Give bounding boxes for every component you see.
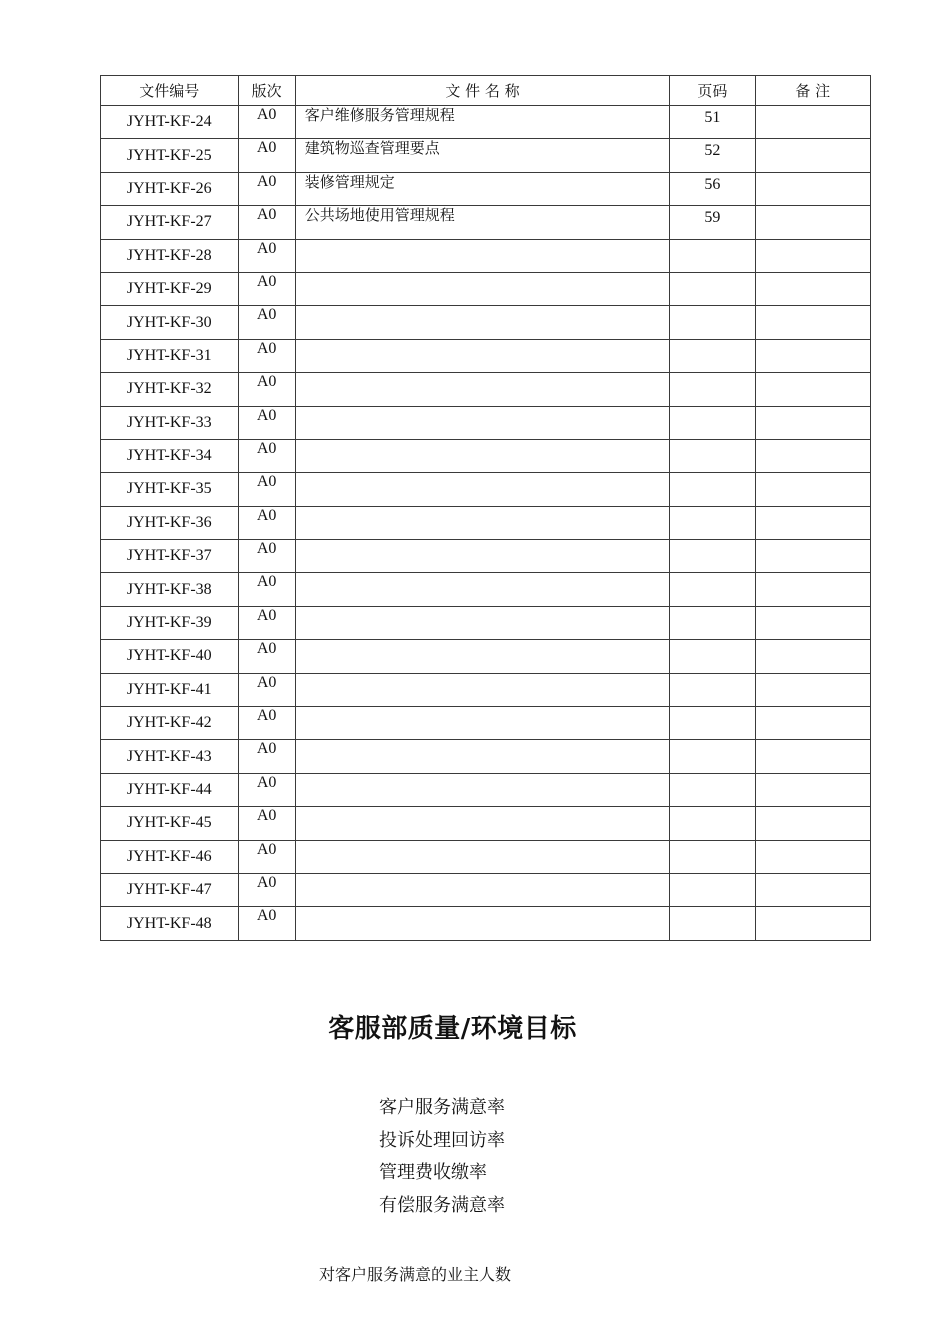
version-cell: A0 bbox=[238, 406, 295, 439]
page-cell bbox=[670, 306, 755, 339]
page-cell bbox=[670, 640, 755, 673]
file-name-cell bbox=[295, 406, 669, 439]
note-cell bbox=[755, 373, 870, 406]
note-cell bbox=[755, 473, 870, 506]
file-name-cell bbox=[295, 339, 669, 372]
file-name-cell bbox=[295, 773, 669, 806]
version-cell: A0 bbox=[238, 172, 295, 205]
file-code-cell: JYHT-KF-28 bbox=[101, 239, 239, 272]
file-code-cell: JYHT-KF-31 bbox=[101, 339, 239, 372]
table-row bbox=[101, 873, 871, 906]
file-code-cell: JYHT-KF-36 bbox=[101, 506, 239, 539]
version-cell: A0 bbox=[238, 373, 295, 406]
file-code-cell: JYHT-KF-37 bbox=[101, 540, 239, 573]
file-code-cell: JYHT-KF-34 bbox=[101, 439, 239, 472]
file-name-cell bbox=[295, 673, 669, 706]
goal-item: 管理费收缴率 bbox=[379, 1162, 487, 1183]
file-name-cell bbox=[295, 707, 669, 740]
note-cell bbox=[755, 707, 870, 740]
version-cell: A0 bbox=[238, 473, 295, 506]
file-code-cell: JYHT-KF-42 bbox=[101, 707, 239, 740]
table-row bbox=[101, 740, 871, 773]
table-row bbox=[101, 206, 871, 239]
note-cell bbox=[755, 773, 870, 806]
version-cell: A0 bbox=[238, 707, 295, 740]
note-cell bbox=[755, 206, 870, 239]
file-name-cell bbox=[295, 873, 669, 906]
version-cell: A0 bbox=[238, 540, 295, 573]
version-cell: A0 bbox=[238, 239, 295, 272]
note-cell bbox=[755, 506, 870, 539]
header-file-name: 文 件 名 称 bbox=[295, 76, 669, 106]
file-name-cell bbox=[295, 373, 669, 406]
file-name-cell bbox=[295, 907, 669, 940]
note-cell bbox=[755, 272, 870, 305]
note-cell bbox=[755, 406, 870, 439]
file-name-cell bbox=[295, 573, 669, 606]
file-name-cell bbox=[295, 473, 669, 506]
note-cell bbox=[755, 873, 870, 906]
note-cell bbox=[755, 106, 870, 139]
note-cell bbox=[755, 640, 870, 673]
page-cell: 56 bbox=[670, 172, 755, 205]
note-cell bbox=[755, 306, 870, 339]
page-cell bbox=[670, 339, 755, 372]
table-row bbox=[101, 406, 871, 439]
version-cell: A0 bbox=[238, 907, 295, 940]
note-cell bbox=[755, 606, 870, 639]
header-file-code: 文件编号 bbox=[101, 76, 239, 106]
file-name-cell: 客户维修服务管理规程 bbox=[295, 106, 669, 139]
table-row bbox=[101, 239, 871, 272]
version-cell: A0 bbox=[238, 206, 295, 239]
page-cell: 52 bbox=[670, 139, 755, 172]
version-cell: A0 bbox=[238, 106, 295, 139]
file-code-cell: JYHT-KF-33 bbox=[101, 406, 239, 439]
file-code-cell: JYHT-KF-38 bbox=[101, 573, 239, 606]
version-cell: A0 bbox=[238, 673, 295, 706]
goal-item: 客户服务满意率 bbox=[379, 1097, 505, 1118]
table-row bbox=[101, 773, 871, 806]
table-header-row bbox=[101, 76, 871, 106]
version-cell: A0 bbox=[238, 840, 295, 873]
version-cell: A0 bbox=[238, 873, 295, 906]
file-code-cell: JYHT-KF-48 bbox=[101, 907, 239, 940]
version-cell: A0 bbox=[238, 439, 295, 472]
version-cell: A0 bbox=[238, 339, 295, 372]
file-code-cell: JYHT-KF-47 bbox=[101, 873, 239, 906]
table-row bbox=[101, 306, 871, 339]
header-note: 备 注 bbox=[755, 76, 870, 106]
page-cell bbox=[670, 573, 755, 606]
page-cell: 59 bbox=[670, 206, 755, 239]
page-cell bbox=[670, 439, 755, 472]
note-cell bbox=[755, 172, 870, 205]
file-name-cell bbox=[295, 540, 669, 573]
table-row bbox=[101, 373, 871, 406]
note-cell bbox=[755, 139, 870, 172]
page-cell bbox=[670, 740, 755, 773]
table-row bbox=[101, 573, 871, 606]
table-row bbox=[101, 506, 871, 539]
page-cell bbox=[670, 773, 755, 806]
version-cell: A0 bbox=[238, 740, 295, 773]
page-cell bbox=[670, 540, 755, 573]
file-code-cell: JYHT-KF-27 bbox=[101, 206, 239, 239]
goal-item: 投诉处理回访率 bbox=[379, 1129, 505, 1151]
file-code-cell: JYHT-KF-32 bbox=[101, 373, 239, 406]
file-name-cell bbox=[295, 239, 669, 272]
page-cell bbox=[670, 406, 755, 439]
note-cell bbox=[755, 907, 870, 940]
file-code-cell: JYHT-KF-45 bbox=[101, 807, 239, 840]
version-cell: A0 bbox=[238, 306, 295, 339]
goals-list bbox=[379, 1094, 505, 1224]
section-title: 客服部质量/环境目标 bbox=[328, 1014, 577, 1044]
version-cell: A0 bbox=[238, 573, 295, 606]
page-cell bbox=[670, 907, 755, 940]
file-code-cell: JYHT-KF-24 bbox=[101, 106, 239, 139]
version-cell: A0 bbox=[238, 272, 295, 305]
page-cell bbox=[670, 272, 755, 305]
document-index-table bbox=[100, 75, 871, 941]
file-code-cell: JYHT-KF-26 bbox=[101, 172, 239, 205]
page-cell bbox=[670, 506, 755, 539]
page-cell bbox=[670, 873, 755, 906]
note-cell bbox=[755, 339, 870, 372]
file-name-cell bbox=[295, 640, 669, 673]
file-name-cell: 公共场地使用管理规程 bbox=[295, 206, 669, 239]
file-name-cell: 装修管理规定 bbox=[295, 172, 669, 205]
formula-numerator: 对客户服务满意的业主人数 bbox=[319, 1265, 512, 1284]
file-name-cell bbox=[295, 807, 669, 840]
file-code-cell: JYHT-KF-44 bbox=[101, 773, 239, 806]
file-code-cell: JYHT-KF-29 bbox=[101, 272, 239, 305]
file-code-cell: JYHT-KF-40 bbox=[101, 640, 239, 673]
table-row bbox=[101, 339, 871, 372]
table-row bbox=[101, 707, 871, 740]
file-name-cell bbox=[295, 606, 669, 639]
file-name-cell bbox=[295, 272, 669, 305]
page-cell: 51 bbox=[670, 106, 755, 139]
note-cell bbox=[755, 573, 870, 606]
page-cell bbox=[670, 707, 755, 740]
table-row bbox=[101, 840, 871, 873]
table-row bbox=[101, 439, 871, 472]
header-version: 版次 bbox=[238, 76, 295, 106]
header-page: 页码 bbox=[670, 76, 755, 106]
file-name-cell: 建筑物巡查管理要点 bbox=[295, 139, 669, 172]
version-cell: A0 bbox=[238, 139, 295, 172]
version-cell: A0 bbox=[238, 606, 295, 639]
file-code-cell: JYHT-KF-39 bbox=[101, 606, 239, 639]
table-row bbox=[101, 673, 871, 706]
file-name-cell bbox=[295, 506, 669, 539]
file-name-cell bbox=[295, 306, 669, 339]
table-row bbox=[101, 172, 871, 205]
goal-item: 有偿服务满意率 bbox=[379, 1194, 505, 1216]
file-code-cell: JYHT-KF-43 bbox=[101, 740, 239, 773]
file-code-cell: JYHT-KF-35 bbox=[101, 473, 239, 506]
table-row bbox=[101, 139, 871, 172]
file-code-cell: JYHT-KF-30 bbox=[101, 306, 239, 339]
page-cell bbox=[670, 807, 755, 840]
page-cell bbox=[670, 606, 755, 639]
note-cell bbox=[755, 439, 870, 472]
file-code-cell: JYHT-KF-41 bbox=[101, 673, 239, 706]
table-row bbox=[101, 640, 871, 673]
version-cell: A0 bbox=[238, 807, 295, 840]
note-cell bbox=[755, 673, 870, 706]
page-cell bbox=[670, 673, 755, 706]
file-name-cell bbox=[295, 840, 669, 873]
table-row bbox=[101, 907, 871, 940]
file-code-cell: JYHT-KF-25 bbox=[101, 139, 239, 172]
note-cell bbox=[755, 740, 870, 773]
file-name-cell bbox=[295, 439, 669, 472]
page-cell bbox=[670, 373, 755, 406]
file-name-cell bbox=[295, 740, 669, 773]
note-cell bbox=[755, 807, 870, 840]
version-cell: A0 bbox=[238, 506, 295, 539]
page-cell bbox=[670, 473, 755, 506]
note-cell bbox=[755, 239, 870, 272]
table-row bbox=[101, 540, 871, 573]
note-cell bbox=[755, 840, 870, 873]
table-body bbox=[101, 106, 871, 941]
version-cell: A0 bbox=[238, 640, 295, 673]
page-cell bbox=[670, 840, 755, 873]
page-cell bbox=[670, 239, 755, 272]
table-row bbox=[101, 807, 871, 840]
table-row bbox=[101, 106, 871, 139]
version-cell: A0 bbox=[238, 773, 295, 806]
table-row bbox=[101, 473, 871, 506]
table-row bbox=[101, 606, 871, 639]
table-row bbox=[101, 272, 871, 305]
note-cell bbox=[755, 540, 870, 573]
file-code-cell: JYHT-KF-46 bbox=[101, 840, 239, 873]
